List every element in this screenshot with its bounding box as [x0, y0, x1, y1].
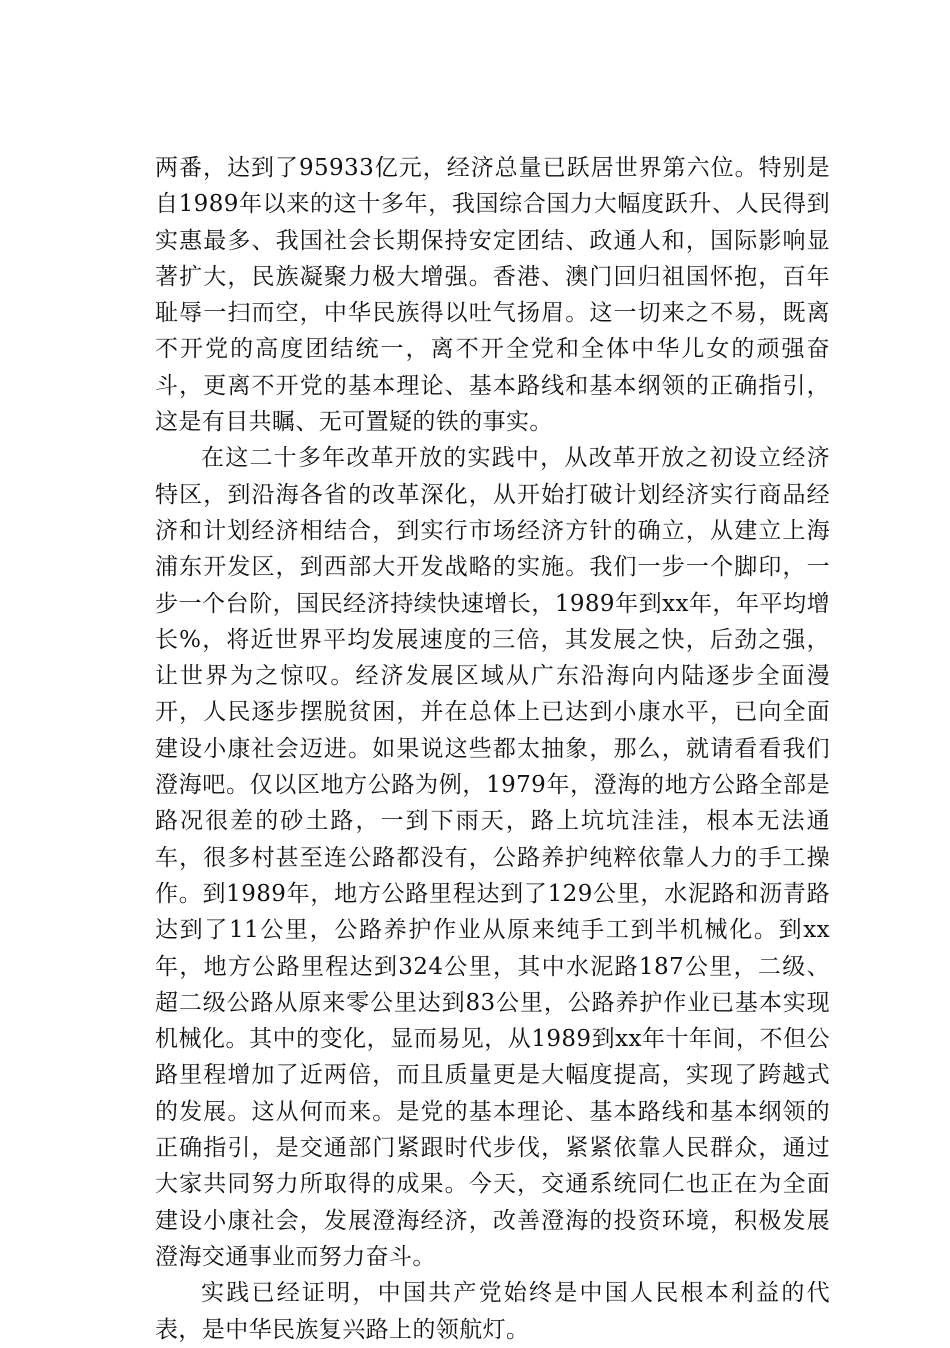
paragraph-reform-practice: 在这二十多年改革开放的实践中，从改革开放之初设立经济特区，到沿海各省的改革深化，从开始打破计划经济实行商品经济和计划经济相结合，到实行市场经济方针的确立，从建立上海浦东开发区，到西部大开发战略的实施。我们一步一个脚印，一步一个台阶，国民经济持续快速增长，1989年到xx年，年平均增长%，将近世界平均发展速度的三倍，其发展之快，后劲之强，让世界为之惊叹。经济发展区域从广东沿海向内陆逐步全面漫开，人民逐步摆脱贫困，并在总体上已达到小康水平，已向全面建设小康社会迈进。如果说这些都太抽象，那么，就请看看我们澄海吧。仅以区地方公路为例，1979年，澄海的地方公路全部是路况很差的砂土路，一到下雨天，路上坑坑洼洼，根本无法通车，很多村甚至连公路都没有，公路养护纯粹依靠人力的手工操作。到1989年，地方公路里程达到了129公里，水泥路和沥青路达到了11公里，公路养护作业从原来纯手工到半机械化。到xx年，地方公路里程达到324公里，其中水泥路187公里，二级、超二级公路从原来零公里达到83公里，公路养护作业已基本实现机械化。其中的变化，显而易见，从1989到xx年十年间，不但公路里程增加了近两倍，而且质量更是大幅度提高，实现了跨越式的发展。这从何而来。是党的基本理论、基本路线和基本纲领的正确指引，是交通部门紧跟时代步伐，紧紧依靠人民群众，通过大家共同努力所取得的成果。今天，交通系统同仁也正在为全面建设小康社会，发展澄海经济，改善澄海的投资环境，积极发展澄海交通事业而努力奋斗。 — [155, 445, 830, 1270]
document-body — [155, 150, 830, 1348]
paragraph-conclusion: 实践已经证明，中国共产党始终是中国人民根本利益的代表，是中华民族复兴路上的领航灯。 — [155, 1280, 830, 1343]
paragraph-continuation: 两番，达到了95933亿元，经济总量已跃居世界第六位。特别是自1989年以来的这十多年，我国综合国力大幅度跃升、人民得到实惠最多、我国社会长期保持安定团结、政通人和，国际影响显著扩大，民族凝聚力极大增强。香港、澳门回归祖国怀抱，百年耻辱一扫而空，中华民族得以吐气扬眉。这一切来之不易，既离不开党的高度团结统一，离不开全党和全体中华儿女的顽强奋斗，更离不开党的基本理论、基本路线和基本纲领的正确指引，这是有目共瞩、无可置疑的铁的事实。 — [155, 155, 830, 436]
